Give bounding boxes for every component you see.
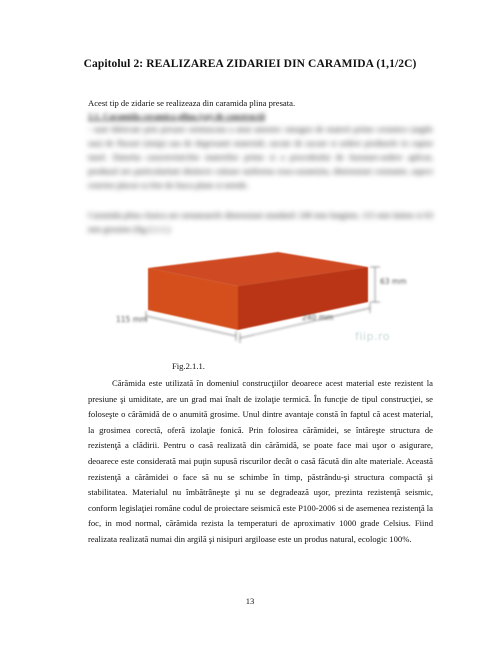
figure-caption: Fig.2.1.1.: [172, 361, 205, 371]
body-paragraph: Cărămida este utilizată în domeniul construcţiilor deoarece acest material este rezistent la presiune şi umiditate, are un grad mai înalt de izolaţie termică. În funcţie de tipul construcţiei, se foloseşte o cărămidă de o anumită grosime. Unul dintre avantaje constă în faptul că acest material, la grosimea corectă, oferă izolaţie fonică. Prin folosirea cărămidei, se întăreşte structura de rezistenţă a clădirii. Pentru o casă realizată din cărămidă, se poate face mai uşor o asigurare, deoarece este considerată mai puţin supusă riscurilor decât o casă făcută din alte materiale. Această rezistenţă a cărămidei o face să nu se schimbe în timp, păstrându-şi structura compactă şi stabilitatea. Materialul nu îmbătrâneşte şi nu se degradează uşor, prezinta rezistenţă seismic, conform legislaţiei romȃne codul de proiectare seismică este P100-2006 si de asemenea rezistenţă la foc, in mod normal, cărămida rezista la temperaturi de aproximativ 1000 grade Celsius. Fiind realizata realizată numai din argilă şi nisipuri argiloase este un produs natural, ecologic 100%.: [88, 378, 433, 544]
height-label: 63 mm: [380, 277, 407, 286]
blurred-paragraph-1: - sunt fabricate prin presare semiuscata a unui amestec omogen de materii prime ceramice (argile sau) de fluxuri (nisip) sau de degresanti materiali, uscate de uscare si ardere produsele in cuptor tunel. Datorita caracteristicilor materiilor prime si a procedeului de fasonare-ardere aplicat, produsul are particularitati distincte culoare uniforma rosu-caramiziu, dimensiuni constante, aspect exterior placut cu fete de fasca plane si netede.: [88, 124, 433, 190]
page-number: 13: [245, 596, 255, 606]
section-heading: 2.1. Caramida ceramica plina (cp) de constructii: [88, 111, 266, 121]
width-label: 115 mm: [116, 315, 148, 324]
chapter-title: Capitolul 2: REALIZAREA ZIDARIEI DIN CARAMIDA (1,1/2C): [83, 58, 417, 70]
intro-paragraph: Acest tip de zidarie se realizeaza din caramida plina presata.: [88, 98, 296, 108]
watermark: fiip.ro: [355, 330, 390, 343]
length-label: 240 mm: [302, 313, 334, 322]
blurred-paragraph-2: Caramida plina clasica are urmatoarele dimensiuni standard: 240 mm lungime, 115 mm latime si 63 mm grosime (fig.2.1.1.): [88, 210, 433, 234]
